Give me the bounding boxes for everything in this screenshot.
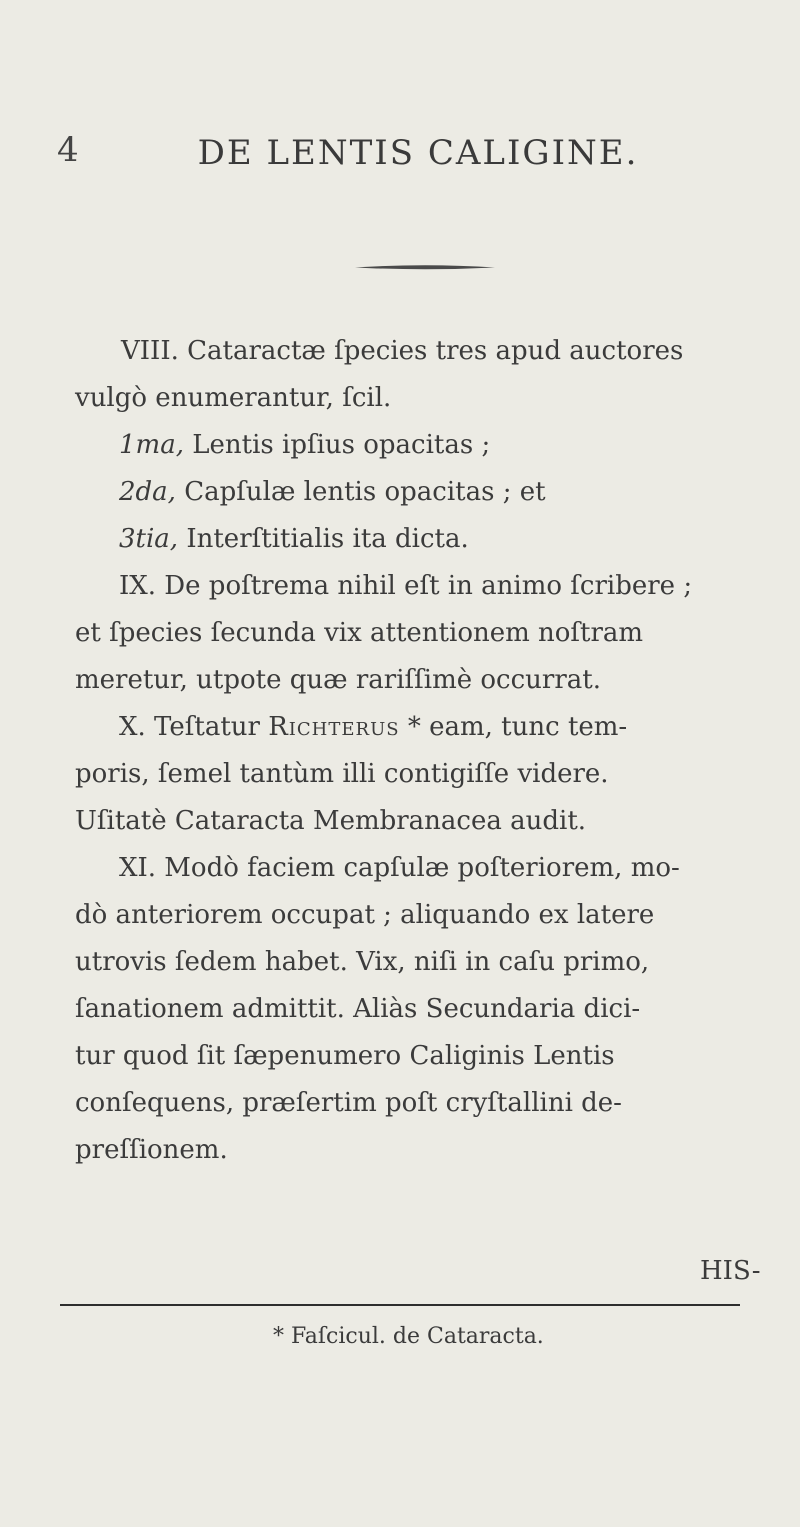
footnote-rule — [60, 1303, 740, 1307]
text-line-12: XI. Modò faciem capſulæ poſteriorem, mo- — [119, 853, 680, 883]
text-line-4: 2da, Capſulæ lentis opacitas ; et — [119, 477, 546, 507]
text-line-1: VIII. Cataractæ ſpecies tres apud auctores — [121, 336, 684, 366]
text-line-6: IX. De poſtrema nihil eſt in animo ſcribere ; — [119, 571, 693, 601]
text-line-14: utrovis ſedem habet. Vix, niſi in caſu primo, — [75, 947, 650, 977]
text-line-18: preſſionem. — [75, 1135, 228, 1165]
text-line-5: 3tia, Interſtitialis ita dicta. — [119, 524, 469, 554]
text-line-15: ſanationem admittit. Aliàs Secundaria dici- — [75, 994, 641, 1024]
catchword: HIS- — [700, 1256, 761, 1286]
text-line-13: dò anteriorem occupat ; aliquando ex latere — [75, 900, 655, 930]
text-line-3: 1ma, Lentis ipſius opacitas ; — [119, 430, 491, 460]
running-head: DE LENTIS CALIGINE. — [197, 133, 639, 173]
text-line-17: conſequens, præſertim poſt cryſtallini de- — [75, 1088, 622, 1118]
text-line-16: tur quod ſit ſæpenumero Caliginis Lentis — [75, 1041, 615, 1071]
page-number: 4 — [57, 130, 79, 170]
text-line-7: et ſpecies ſecunda vix attentionem noſtram — [75, 618, 644, 648]
ornament-rule — [355, 264, 495, 271]
footnote: * Faſcicul. de Cataracta. — [273, 1324, 544, 1349]
text-line-8: meretur, utpote quæ rariſſimè occurrat. — [75, 665, 601, 695]
text-line-2: vulgò enumerantur, ſcil. — [75, 383, 392, 413]
text-line-11: Uſitatè Cataracta Membranacea audit. — [75, 806, 587, 836]
text-line-9: X. Teſtatur Richterus * eam, tunc tem- — [119, 712, 628, 742]
text-line-10: poris, ſemel tantùm illi contigiſſe videre. — [75, 759, 609, 789]
